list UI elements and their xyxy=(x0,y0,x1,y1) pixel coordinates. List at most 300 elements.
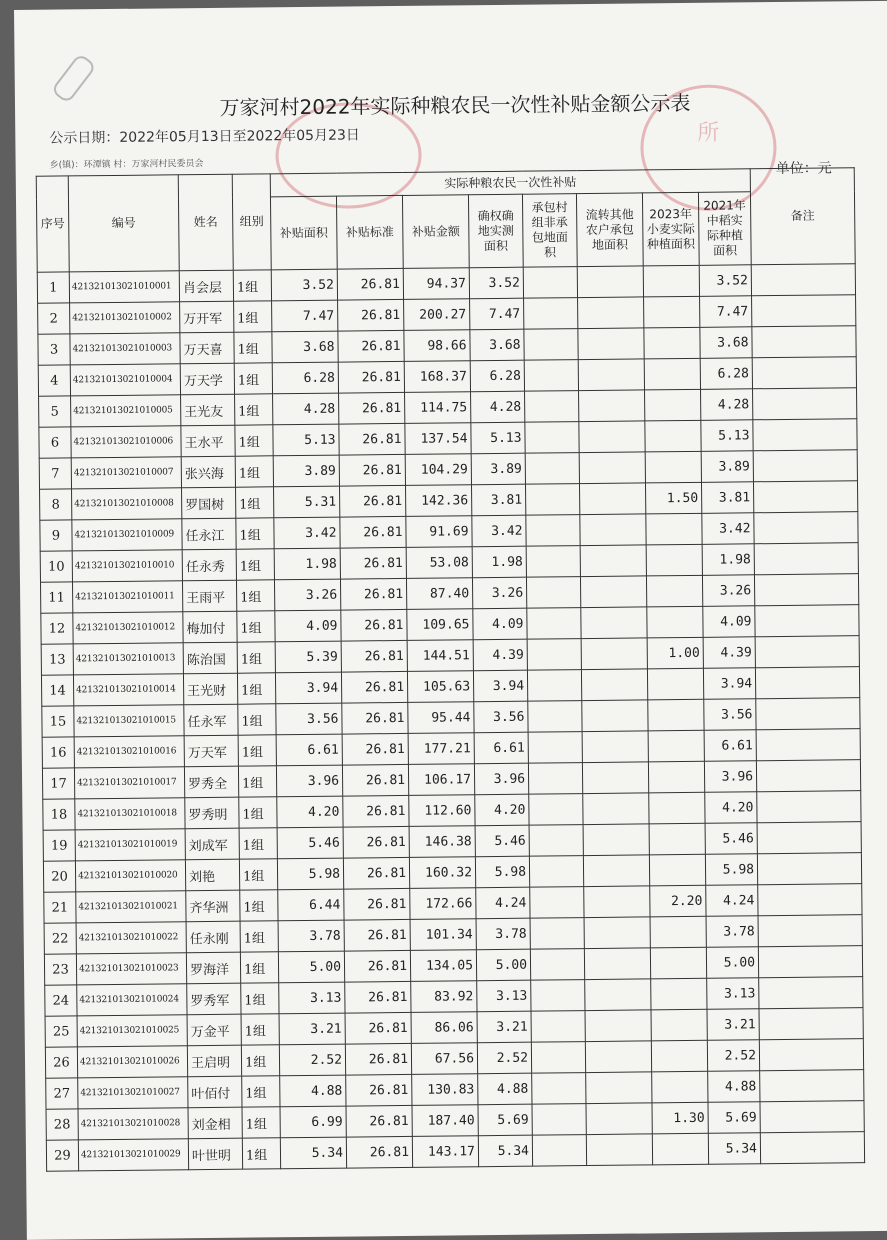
cell-rice-2021: 3.52 xyxy=(699,265,751,297)
cell-amount: 95.44 xyxy=(408,702,474,734)
cell-area: 6.61 xyxy=(276,734,342,766)
cell-note xyxy=(753,450,857,482)
cell-confirmed-area: 3.68 xyxy=(470,329,524,361)
cell-contract-nonfarm xyxy=(524,329,578,361)
cell-note xyxy=(758,884,862,916)
cell-seq: 28 xyxy=(46,1109,78,1140)
cell-transfer-area xyxy=(578,359,644,391)
header-group: 组别 xyxy=(232,174,271,270)
cell-area: 3.89 xyxy=(273,455,339,487)
cell-note xyxy=(758,946,862,978)
cell-group: 1组 xyxy=(242,1138,280,1169)
cell-transfer-area xyxy=(585,979,651,1011)
cell-standard: 26.81 xyxy=(340,578,406,610)
cell-standard: 26.81 xyxy=(339,392,405,424)
cell-name: 叶佰付 xyxy=(188,1076,242,1108)
cell-wheat-2023: 2.20 xyxy=(650,885,706,917)
cell-seq: 16 xyxy=(42,737,74,768)
cell-transfer-area xyxy=(586,1103,652,1135)
cell-note xyxy=(754,543,858,575)
cell-amount: 101.34 xyxy=(410,919,476,951)
cell-standard: 26.81 xyxy=(340,516,406,548)
cell-group: 1组 xyxy=(234,363,272,394)
cell-transfer-area xyxy=(580,545,646,577)
cell-note xyxy=(757,791,861,823)
cell-amount: 91.69 xyxy=(406,516,472,548)
cell-wheat-2023 xyxy=(644,327,700,359)
cell-seq: 15 xyxy=(42,706,74,737)
cell-confirmed-area: 3.96 xyxy=(474,763,528,795)
cell-confirmed-area: 4.09 xyxy=(473,608,527,640)
cell-confirmed-area: 1.98 xyxy=(472,546,526,578)
cell-wheat-2023 xyxy=(648,699,704,731)
cell-note xyxy=(751,264,855,296)
cell-standard: 26.81 xyxy=(346,1074,412,1106)
cell-area: 6.44 xyxy=(278,889,344,921)
cell-code: 421321013021010003 xyxy=(70,333,180,365)
cell-code: 421321013021010026 xyxy=(77,1046,187,1078)
cell-confirmed-area: 7.47 xyxy=(470,298,524,330)
cell-wheat-2023: 1.30 xyxy=(652,1102,708,1134)
cell-seq: 26 xyxy=(45,1047,77,1078)
cell-rice-2021: 4.88 xyxy=(708,1071,760,1103)
cell-standard: 26.81 xyxy=(339,454,405,486)
cell-rice-2021: 4.39 xyxy=(703,637,755,669)
cell-group: 1组 xyxy=(234,332,272,363)
header-rice-2021: 2021年中稻实际种植面积 xyxy=(698,192,751,266)
cell-area: 5.34 xyxy=(280,1137,346,1169)
cell-note xyxy=(753,388,857,420)
cell-area: 5.00 xyxy=(278,951,344,983)
cell-contract-nonfarm xyxy=(529,825,583,857)
notice-sheet xyxy=(14,1,887,1240)
cell-name: 齐华洲 xyxy=(186,890,240,922)
cell-code: 421321013021010010 xyxy=(72,550,182,582)
cell-name: 王水平 xyxy=(181,425,235,457)
cell-note xyxy=(755,605,859,637)
cell-note xyxy=(752,357,856,389)
cell-note xyxy=(759,1008,863,1040)
cell-code: 421321013021010025 xyxy=(77,1015,187,1047)
cell-note xyxy=(752,295,856,327)
cell-group: 1组 xyxy=(241,1014,279,1045)
cell-group: 1组 xyxy=(238,766,276,797)
cell-wheat-2023 xyxy=(647,606,703,638)
cell-standard: 26.81 xyxy=(338,361,404,393)
cell-standard: 26.81 xyxy=(342,702,408,734)
cell-seq: 10 xyxy=(40,551,72,582)
cell-seq: 19 xyxy=(43,830,75,861)
cell-amount: 160.32 xyxy=(409,857,475,889)
cell-area: 5.13 xyxy=(273,424,339,456)
cell-wheat-2023 xyxy=(649,823,705,855)
cell-area: 3.26 xyxy=(274,579,340,611)
cell-name: 罗国树 xyxy=(182,487,236,519)
cell-code: 421321013021010012 xyxy=(73,612,183,644)
cell-rice-2021: 3.94 xyxy=(703,668,755,700)
cell-amount: 134.05 xyxy=(410,950,476,982)
cell-contract-nonfarm xyxy=(525,484,579,516)
cell-transfer-area xyxy=(581,669,647,701)
cell-name: 罗秀全 xyxy=(184,766,238,798)
cell-amount: 67.56 xyxy=(411,1043,477,1075)
cell-amount: 200.27 xyxy=(404,299,470,331)
cell-wheat-2023 xyxy=(644,296,700,328)
cell-code: 421321013021010021 xyxy=(76,891,186,923)
cell-rice-2021: 3.26 xyxy=(702,575,754,607)
header-subsidy-group: 实际种粮农民一次性补贴 xyxy=(270,169,750,197)
cell-code: 421321013021010027 xyxy=(78,1077,188,1109)
cell-seq: 1 xyxy=(37,272,69,303)
cell-seq: 17 xyxy=(42,768,74,799)
cell-rice-2021: 4.20 xyxy=(705,792,757,824)
cell-amount: 53.08 xyxy=(406,547,472,579)
cell-note xyxy=(755,636,859,668)
cell-seq: 29 xyxy=(46,1140,78,1171)
cell-standard: 26.81 xyxy=(337,268,403,300)
cell-rice-2021: 6.28 xyxy=(700,358,752,390)
cell-note xyxy=(759,1039,863,1071)
cell-contract-nonfarm xyxy=(528,763,582,795)
cell-standard: 26.81 xyxy=(340,547,406,579)
cell-code: 421321013021010022 xyxy=(76,922,186,954)
cell-seq: 9 xyxy=(40,520,72,551)
cell-rice-2021: 3.13 xyxy=(707,978,759,1010)
cell-transfer-area xyxy=(580,576,646,608)
cell-contract-nonfarm xyxy=(526,515,580,547)
cell-rice-2021: 3.81 xyxy=(701,482,753,514)
cell-name: 王光财 xyxy=(183,673,237,705)
cell-transfer-area xyxy=(583,824,649,856)
cell-amount: 144.51 xyxy=(407,640,473,672)
cell-wheat-2023 xyxy=(651,1040,707,1072)
cell-wheat-2023 xyxy=(651,1009,707,1041)
header-transfer-area: 流转其他农户承包地面积 xyxy=(576,193,643,267)
cell-name: 万天喜 xyxy=(180,332,234,364)
cell-confirmed-area: 3.42 xyxy=(472,515,526,547)
cell-standard: 26.81 xyxy=(344,950,410,982)
cell-rice-2021: 7.47 xyxy=(700,296,752,328)
cell-rice-2021: 5.98 xyxy=(705,854,757,886)
cell-rice-2021: 3.96 xyxy=(704,761,756,793)
cell-transfer-area xyxy=(582,700,648,732)
cell-contract-nonfarm xyxy=(529,794,583,826)
cell-area: 3.96 xyxy=(276,765,342,797)
cell-group: 1组 xyxy=(236,487,274,518)
cell-transfer-area xyxy=(579,421,645,453)
cell-name: 任永江 xyxy=(182,518,236,550)
cell-area: 1.98 xyxy=(274,548,340,580)
cell-confirmed-area: 4.24 xyxy=(476,887,530,919)
cell-rice-2021: 4.28 xyxy=(701,389,753,421)
cell-note xyxy=(759,977,863,1009)
cell-rice-2021: 1.98 xyxy=(702,544,754,576)
cell-contract-nonfarm xyxy=(528,701,582,733)
header-standard: 补贴标准 xyxy=(336,195,403,269)
cell-seq: 18 xyxy=(43,799,75,830)
cell-name: 任永军 xyxy=(184,704,238,736)
cell-rice-2021: 5.34 xyxy=(708,1133,760,1165)
publication-date: 公示日期：2022年05月13日至2022年05月23日 xyxy=(49,127,360,147)
cell-amount: 112.60 xyxy=(409,795,475,827)
cell-amount: 94.37 xyxy=(403,268,469,300)
cell-wheat-2023 xyxy=(649,854,705,886)
cell-transfer-area xyxy=(584,886,650,918)
cell-transfer-area xyxy=(579,483,645,515)
cell-contract-nonfarm xyxy=(526,546,580,578)
cell-standard: 26.81 xyxy=(344,888,410,920)
cell-group: 1组 xyxy=(233,270,271,301)
cell-group: 1组 xyxy=(236,549,274,580)
cell-area: 4.88 xyxy=(280,1075,346,1107)
cell-contract-nonfarm xyxy=(527,639,581,671)
cell-note xyxy=(752,326,856,358)
cell-transfer-area xyxy=(582,731,648,763)
cell-amount: 142.36 xyxy=(406,485,472,517)
cell-area: 7.47 xyxy=(272,300,338,332)
cell-contract-nonfarm xyxy=(532,1073,586,1105)
cell-code: 421321013021010007 xyxy=(71,457,181,489)
cell-transfer-area xyxy=(585,1041,651,1073)
cell-group: 1组 xyxy=(239,797,277,828)
header-code: 编号 xyxy=(68,175,179,272)
cell-code: 421321013021010015 xyxy=(74,705,184,737)
cell-name: 万天学 xyxy=(180,363,234,395)
cell-amount: 172.66 xyxy=(410,888,476,920)
cell-transfer-area xyxy=(583,855,649,887)
cell-amount: 106.17 xyxy=(408,764,474,796)
cell-contract-nonfarm xyxy=(526,577,580,609)
cell-group: 1组 xyxy=(240,952,278,983)
cell-contract-nonfarm xyxy=(532,1135,586,1167)
cell-area: 3.21 xyxy=(279,1013,345,1045)
cell-name: 万开军 xyxy=(180,301,234,333)
unit-label: 单位：元 xyxy=(775,160,832,178)
cell-name: 陈治国 xyxy=(183,642,237,674)
cell-rice-2021: 4.24 xyxy=(706,885,758,917)
cell-contract-nonfarm xyxy=(524,298,578,330)
cell-name: 刘金相 xyxy=(188,1107,242,1139)
cell-name: 刘艳 xyxy=(185,859,239,891)
header-confirmed-area: 确权确地实测面积 xyxy=(468,194,523,268)
cell-rice-2021: 5.46 xyxy=(705,823,757,855)
cell-standard: 26.81 xyxy=(345,1043,411,1075)
cell-area: 4.28 xyxy=(273,393,339,425)
cell-group: 1组 xyxy=(234,301,272,332)
cell-standard: 26.81 xyxy=(339,423,405,455)
cell-note xyxy=(753,481,857,513)
cell-seq: 4 xyxy=(38,365,70,396)
cell-name: 任永刚 xyxy=(186,921,240,953)
cell-area: 3.56 xyxy=(276,703,342,735)
cell-standard: 26.81 xyxy=(341,671,407,703)
cell-code: 421321013021010006 xyxy=(71,426,181,458)
cell-code: 421321013021010016 xyxy=(74,736,184,768)
cell-seq: 21 xyxy=(44,892,76,923)
cell-group: 1组 xyxy=(235,456,273,487)
township-village-line: 乡(镇)：环潭镇 村：万家河村民委员会 xyxy=(49,159,204,171)
cell-contract-nonfarm xyxy=(531,1011,585,1043)
cell-confirmed-area: 3.56 xyxy=(474,701,528,733)
cell-amount: 137.54 xyxy=(405,423,471,455)
cell-note xyxy=(757,822,861,854)
cell-area: 6.28 xyxy=(272,362,338,394)
cell-contract-nonfarm xyxy=(523,267,577,299)
cell-code: 421321013021010029 xyxy=(78,1139,188,1171)
cell-seq: 20 xyxy=(43,861,75,892)
cell-wheat-2023 xyxy=(650,916,706,948)
cell-wheat-2023: 1.00 xyxy=(647,637,703,669)
cell-wheat-2023 xyxy=(649,792,705,824)
cell-standard: 26.81 xyxy=(343,826,409,858)
cell-standard: 26.81 xyxy=(340,485,406,517)
cell-confirmed-area: 5.98 xyxy=(475,856,529,888)
cell-code: 421321013021010008 xyxy=(72,488,182,520)
cell-amount: 177.21 xyxy=(408,733,474,765)
cell-amount: 187.40 xyxy=(412,1105,478,1137)
cell-wheat-2023: 1.50 xyxy=(645,482,701,514)
cell-group: 1组 xyxy=(236,518,274,549)
cell-name: 万金平 xyxy=(187,1014,241,1046)
cell-seq: 25 xyxy=(45,1016,77,1047)
cell-name: 刘成军 xyxy=(185,828,239,860)
cell-wheat-2023 xyxy=(645,420,701,452)
header-amount: 补贴金额 xyxy=(402,195,469,269)
cell-area: 5.39 xyxy=(275,641,341,673)
cell-code: 421321013021010011 xyxy=(72,581,182,613)
cell-contract-nonfarm xyxy=(524,360,578,392)
cell-wheat-2023 xyxy=(646,575,702,607)
cell-area: 3.52 xyxy=(271,269,337,301)
cell-area: 6.99 xyxy=(280,1106,346,1138)
cell-contract-nonfarm xyxy=(532,1104,586,1136)
header-note: 备注 xyxy=(750,168,855,265)
cell-code: 421321013021010023 xyxy=(76,953,186,985)
cell-confirmed-area: 3.13 xyxy=(477,980,531,1012)
cell-wheat-2023 xyxy=(645,451,701,483)
cell-area: 2.52 xyxy=(279,1044,345,1076)
cell-area: 3.13 xyxy=(279,982,345,1014)
cell-standard: 26.81 xyxy=(342,764,408,796)
cell-amount: 114.75 xyxy=(405,392,471,424)
cell-transfer-area xyxy=(584,917,650,949)
cell-area: 5.46 xyxy=(277,827,343,859)
cell-rice-2021: 2.52 xyxy=(707,1040,759,1072)
header-wheat-2023: 2023年小麦实际种植面积 xyxy=(642,192,699,266)
cell-name: 罗海洋 xyxy=(186,952,240,984)
cell-confirmed-area: 2.52 xyxy=(477,1042,531,1074)
cell-contract-nonfarm xyxy=(531,1042,585,1074)
header-name: 姓名 xyxy=(178,174,233,271)
cell-name: 梅加付 xyxy=(183,611,237,643)
cell-transfer-area xyxy=(585,1010,651,1042)
cell-rice-2021: 5.00 xyxy=(706,947,758,979)
cell-note xyxy=(754,574,858,606)
cell-transfer-area xyxy=(582,762,648,794)
cell-note xyxy=(756,729,860,761)
cell-note xyxy=(753,419,857,451)
cell-confirmed-area: 3.94 xyxy=(473,670,527,702)
cell-note xyxy=(756,698,860,730)
cell-name: 任永秀 xyxy=(182,549,236,581)
cell-group: 1组 xyxy=(239,859,277,890)
cell-group: 1组 xyxy=(241,983,279,1014)
cell-note xyxy=(756,760,860,792)
cell-name: 万天军 xyxy=(184,735,238,767)
cell-seq: 23 xyxy=(44,954,76,985)
cell-group: 1组 xyxy=(235,394,273,425)
cell-seq: 7 xyxy=(39,458,71,489)
cell-confirmed-area: 5.46 xyxy=(475,825,529,857)
cell-contract-nonfarm xyxy=(530,887,584,919)
cell-code: 421321013021010020 xyxy=(75,860,185,892)
cell-confirmed-area: 6.61 xyxy=(474,732,528,764)
cell-code: 421321013021010001 xyxy=(69,271,179,303)
cell-amount: 109.65 xyxy=(407,609,473,641)
cell-amount: 86.06 xyxy=(411,1012,477,1044)
cell-amount: 168.37 xyxy=(404,361,470,393)
cell-transfer-area xyxy=(578,297,644,329)
cell-wheat-2023 xyxy=(646,544,702,576)
cell-wheat-2023 xyxy=(651,978,707,1010)
cell-rice-2021: 3.42 xyxy=(702,513,754,545)
cell-confirmed-area: 4.39 xyxy=(473,639,527,671)
cell-note xyxy=(754,512,858,544)
cell-group: 1组 xyxy=(235,425,273,456)
cell-transfer-area xyxy=(579,452,645,484)
cell-group: 1组 xyxy=(238,704,276,735)
cell-standard: 26.81 xyxy=(344,919,410,951)
cell-seq: 13 xyxy=(41,644,73,675)
cell-group: 1组 xyxy=(236,580,274,611)
header-seq: 序号 xyxy=(36,176,69,272)
cell-wheat-2023 xyxy=(645,389,701,421)
cell-group: 1组 xyxy=(242,1107,280,1138)
cell-name: 王雨平 xyxy=(182,580,236,612)
cell-contract-nonfarm xyxy=(528,732,582,764)
cell-group: 1组 xyxy=(239,828,277,859)
cell-name: 罗秀明 xyxy=(185,797,239,829)
cell-code: 421321013021010024 xyxy=(77,984,187,1016)
cell-transfer-area xyxy=(586,1134,652,1166)
cell-contract-nonfarm xyxy=(525,391,579,423)
cell-wheat-2023 xyxy=(652,1071,708,1103)
cell-name: 肖会层 xyxy=(179,270,233,302)
cell-area: 3.78 xyxy=(278,920,344,952)
cell-code: 421321013021010014 xyxy=(73,674,183,706)
cell-confirmed-area: 3.21 xyxy=(477,1011,531,1043)
cell-rice-2021: 5.69 xyxy=(708,1102,760,1134)
cell-standard: 26.81 xyxy=(346,1105,412,1137)
cell-standard: 26.81 xyxy=(345,981,411,1013)
cell-contract-nonfarm xyxy=(531,980,585,1012)
cell-wheat-2023 xyxy=(652,1133,708,1165)
cell-code: 421321013021010018 xyxy=(75,798,185,830)
cell-seq: 27 xyxy=(46,1078,78,1109)
cell-standard: 26.81 xyxy=(338,330,404,362)
cell-wheat-2023 xyxy=(648,761,704,793)
cell-seq: 2 xyxy=(38,303,70,334)
cell-transfer-area xyxy=(586,1072,652,1104)
cell-contract-nonfarm xyxy=(525,453,579,485)
cell-seq: 22 xyxy=(44,923,76,954)
cell-code: 421321013021010004 xyxy=(70,364,180,396)
cell-area: 3.68 xyxy=(272,331,338,363)
cell-transfer-area xyxy=(584,948,650,980)
cell-wheat-2023 xyxy=(643,265,699,297)
subsidy-table xyxy=(36,167,865,1172)
cell-group: 1组 xyxy=(240,921,278,952)
